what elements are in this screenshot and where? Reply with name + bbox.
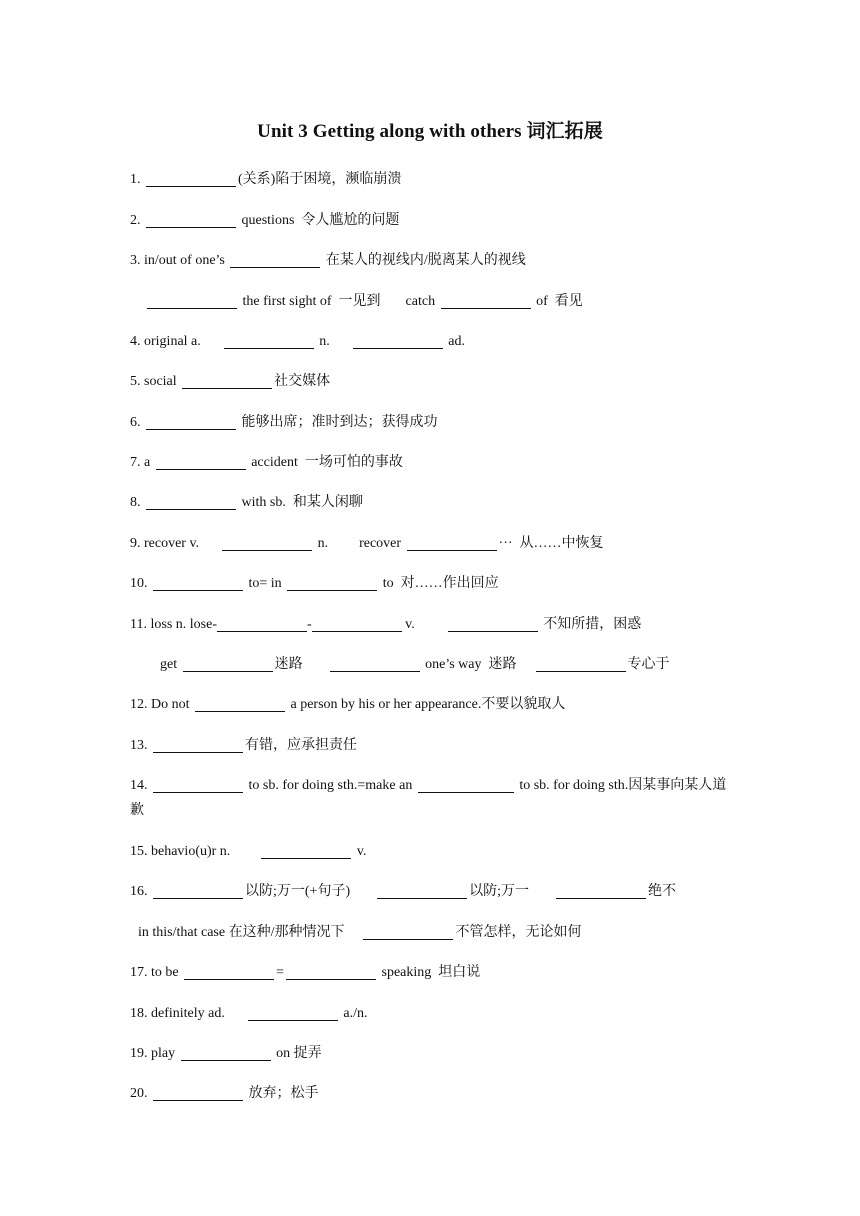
- item-text: v.: [356, 844, 367, 859]
- item-text: on 捉弄: [276, 1046, 322, 1061]
- item-text: (关系)陷于困境，濒临崩溃: [238, 172, 402, 187]
- item-text: accident 一场可怕的事故: [251, 455, 403, 470]
- item-number: 20.: [130, 1086, 148, 1101]
- item-number: 18.: [130, 1006, 148, 1021]
- item-text: 以防;万一(+句子): [245, 884, 351, 899]
- list-item: [130, 732, 750, 756]
- item-text: behavio(u)r n.: [151, 844, 231, 859]
- item-text: 不知所措，困惑: [543, 617, 642, 632]
- list-item: [145, 288, 765, 312]
- item-text: in/out of one’s: [144, 253, 225, 268]
- blank: [448, 611, 538, 632]
- item-number: 15.: [130, 844, 148, 859]
- list-item: [130, 489, 750, 513]
- blank: [184, 959, 274, 980]
- blank: [146, 489, 236, 510]
- list-item: [130, 449, 750, 473]
- item-text: n.: [319, 334, 330, 349]
- item-number: 14.: [130, 778, 148, 793]
- list-item: [130, 207, 750, 231]
- item-text: recover: [359, 536, 402, 551]
- item-text: one’s way 迷路: [425, 657, 517, 672]
- blank: [556, 878, 646, 899]
- page-title: Unit 3 Getting along with others 词汇拓展: [257, 121, 603, 142]
- item-text: 放弃；松手: [248, 1086, 319, 1101]
- list-item: [160, 651, 780, 675]
- item-number: 13.: [130, 738, 148, 753]
- item-text: to= in: [248, 576, 282, 591]
- blank: [312, 611, 402, 632]
- blank: [153, 878, 243, 899]
- blank: [353, 328, 443, 349]
- item-text: v.: [405, 617, 415, 632]
- item-text: recover v.: [144, 536, 200, 551]
- item-number: 11.: [130, 617, 147, 632]
- item-text: =: [276, 965, 285, 980]
- blank: [248, 1000, 338, 1021]
- item-text: original a.: [144, 334, 201, 349]
- item-text: 以防;万一: [469, 884, 529, 899]
- blank: [377, 878, 467, 899]
- item-text: 迷路: [274, 657, 303, 672]
- item-text: in this/that case 在这种/那种情况下: [138, 925, 345, 940]
- blank: [147, 288, 237, 309]
- blank: [153, 1080, 243, 1101]
- item-text: 有错，应承担责任: [245, 738, 357, 753]
- item-number: 10.: [130, 576, 148, 591]
- item-number: 16.: [130, 884, 148, 899]
- item-text: questions 令人尴尬的问题: [241, 213, 400, 228]
- list-item: [130, 772, 740, 823]
- item-text: to sb. for doing sth.因某事向某人道歉: [130, 778, 727, 818]
- item-text: 专心于: [627, 657, 670, 672]
- item-text: play: [151, 1046, 176, 1061]
- item-text: 不管怎样，无论如何: [455, 925, 582, 940]
- blank: [146, 409, 236, 430]
- item-text: get: [160, 657, 178, 672]
- item-number: 6.: [130, 415, 141, 430]
- list-item: [130, 166, 750, 190]
- item-text: to be: [151, 965, 179, 980]
- item-text: with sb. 和某人闲聊: [241, 495, 363, 510]
- item-number: 7.: [130, 455, 141, 470]
- item-number: 1.: [130, 172, 141, 187]
- item-text: catch: [405, 294, 436, 309]
- item-number: 2.: [130, 213, 141, 228]
- blank: [183, 651, 273, 672]
- list-item: [130, 328, 750, 352]
- list-item: [130, 611, 750, 635]
- blank: [153, 772, 243, 793]
- blank: [222, 530, 312, 551]
- item-text: a: [144, 455, 151, 470]
- blank: [181, 1040, 271, 1061]
- blank: [224, 328, 314, 349]
- item-number: 5.: [130, 374, 141, 389]
- blank: [230, 247, 320, 268]
- blank: [418, 772, 514, 793]
- blank: [536, 651, 626, 672]
- blank: [153, 732, 243, 753]
- list-item: [130, 409, 750, 433]
- item-number: 19.: [130, 1046, 148, 1061]
- blank: [261, 838, 351, 859]
- item-text: 能够出席；准时到达；获得成功: [241, 415, 438, 430]
- blank: [287, 570, 377, 591]
- item-text: ··· 从……中恢复: [498, 536, 604, 551]
- blank: [330, 651, 420, 672]
- item-text: Do not: [151, 697, 190, 712]
- item-number: 17.: [130, 965, 148, 980]
- blank: [195, 691, 285, 712]
- item-text: to sb. for doing sth.=make an: [248, 778, 413, 793]
- item-text: -: [306, 617, 312, 632]
- blank: [156, 449, 246, 470]
- blank: [146, 207, 236, 228]
- item-text: 在某人的视线内/脱离某人的视线: [325, 253, 526, 268]
- list-item: [130, 878, 750, 902]
- list-item: [130, 1000, 750, 1024]
- list-item: [130, 1080, 750, 1104]
- blank: [441, 288, 531, 309]
- list-item: [130, 691, 750, 715]
- list-item: [130, 530, 750, 554]
- list-item: [130, 247, 750, 271]
- item-text: n.: [317, 536, 329, 551]
- blank: [407, 530, 497, 551]
- item-text: speaking 坦白说: [381, 965, 481, 980]
- item-text: a./n.: [343, 1006, 368, 1021]
- blank: [286, 959, 376, 980]
- list-item: [130, 570, 750, 594]
- item-text: ad.: [448, 334, 465, 349]
- item-text: 绝不: [648, 884, 676, 899]
- list-item: [130, 1040, 750, 1064]
- blank: [363, 919, 453, 940]
- blank: [217, 611, 307, 632]
- item-text: of 看见: [536, 294, 583, 309]
- item-text: definitely ad.: [151, 1006, 225, 1021]
- item-text: 社交媒体: [274, 374, 331, 389]
- item-number: 12.: [130, 697, 148, 712]
- list-item: [130, 368, 750, 392]
- item-text: a person by his or her appearance.不要以貌取人: [290, 697, 566, 712]
- blank: [146, 166, 236, 187]
- item-text: social: [144, 374, 177, 389]
- blank: [182, 368, 272, 389]
- item-number: 3.: [130, 253, 141, 268]
- item-number: 8.: [130, 495, 141, 510]
- item-text: to 对……作出回应: [382, 576, 499, 591]
- item-text: the first sight of 一见到: [242, 294, 381, 309]
- item-text: loss n. lose-: [150, 617, 217, 632]
- item-number: 4.: [130, 334, 141, 349]
- list-item: [130, 838, 750, 862]
- blank: [153, 570, 243, 591]
- list-item: [130, 959, 750, 983]
- list-item: [138, 919, 758, 943]
- item-number: 9.: [130, 536, 141, 551]
